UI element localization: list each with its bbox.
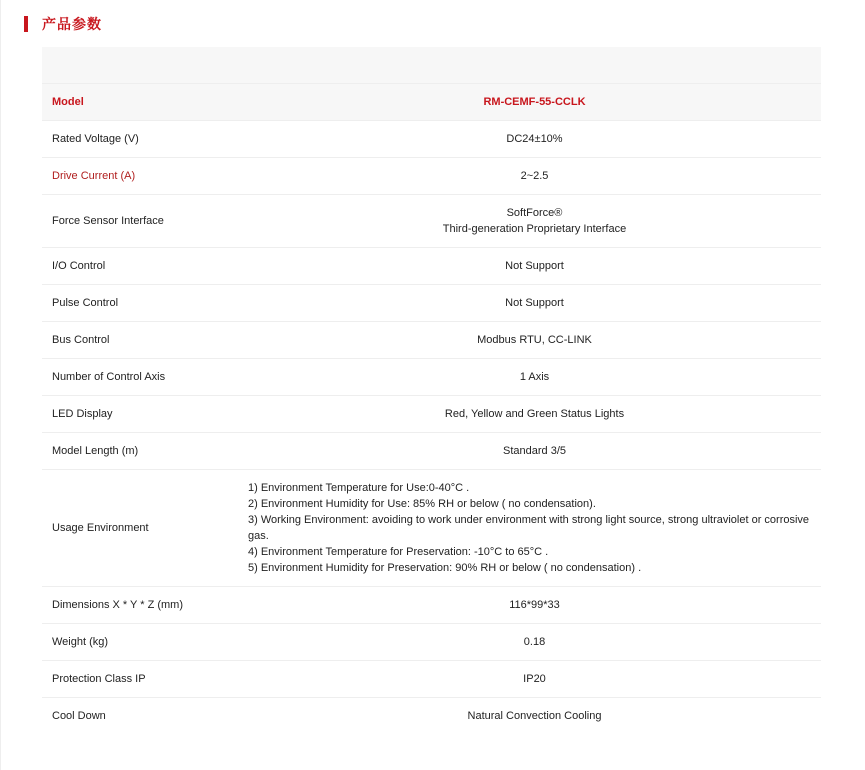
- spec-value: Red, Yellow and Green Status Lights: [248, 396, 821, 433]
- spec-value-line: 1) Environment Temperature for Use:0-40°C .: [248, 482, 470, 494]
- table-row: [42, 396, 821, 433]
- table-row: [42, 322, 821, 359]
- table-row: [42, 624, 821, 661]
- table-row: [42, 121, 821, 158]
- left-divider: [0, 0, 1, 770]
- spec-label: Bus Control: [42, 322, 248, 359]
- spec-label: Usage Environment: [42, 470, 248, 587]
- spec-value: [248, 195, 821, 248]
- spec-label: I/O Control: [42, 248, 248, 285]
- spec-label: Cool Down: [52, 710, 106, 722]
- spec-label: Weight (kg): [42, 624, 248, 661]
- spec-value: 2~2.5: [248, 158, 821, 195]
- model-label: Model: [42, 84, 248, 121]
- spec-label: Number of Control Axis: [42, 359, 248, 396]
- spec-value: 1 Axis: [248, 359, 821, 396]
- spec-value-line: Third-generation Proprietary Interface: [442, 223, 627, 235]
- spec-value-line: 5) Environment Humidity for Preservation: 90% RH or below ( no condensation) .: [248, 562, 642, 574]
- spec-value: 116*99*33: [248, 587, 821, 624]
- table-row: [42, 433, 821, 470]
- spec-value: IP20: [248, 661, 821, 698]
- spec-label: Dimensions X * Y * Z (mm): [42, 587, 248, 624]
- model-row: [42, 84, 821, 121]
- table-row: [42, 195, 821, 248]
- spec-value: [248, 470, 821, 587]
- table-row: [42, 661, 821, 698]
- spec-value: Natural Convection Cooling: [467, 710, 602, 722]
- table-row: [42, 158, 821, 195]
- spec-label: Force Sensor Interface: [42, 195, 248, 248]
- spec-value-line: 2) Environment Humidity for Use: 85% RH or below ( no condensation).: [248, 498, 596, 510]
- spec-value: Not Support: [248, 285, 821, 322]
- spec-value: Not Support: [248, 248, 821, 285]
- table-header-row: [42, 47, 821, 84]
- spec-value-line: 3) Working Environment: avoiding to work under environment with strong light source, strong ultraviolet or corrosive gas.: [248, 514, 810, 542]
- spec-label: Protection Class IP: [42, 661, 248, 698]
- table-row: [42, 285, 821, 322]
- spec-value: 0.18: [248, 624, 821, 661]
- section-header: [24, 15, 102, 33]
- table-row: [42, 587, 821, 624]
- spec-label: Model Length (m): [42, 433, 248, 470]
- spec-table: [42, 47, 821, 734]
- accent-bar: [24, 16, 28, 32]
- spec-value-line: SoftForce®: [506, 207, 563, 219]
- spec-label: Pulse Control: [42, 285, 248, 322]
- table-row: [42, 248, 821, 285]
- spec-label: Drive Current (A): [42, 158, 248, 195]
- spec-value: DC24±10%: [248, 121, 821, 158]
- table-row: [42, 359, 821, 396]
- spec-value: Standard 3/5: [248, 433, 821, 470]
- model-value: RM-CEMF-55-CCLK: [248, 84, 821, 121]
- table-row: [42, 698, 821, 735]
- spec-label: Rated Voltage (V): [42, 121, 248, 158]
- table-row: [42, 470, 821, 587]
- spec-label: LED Display: [42, 396, 248, 433]
- spec-value: Modbus RTU, CC-LINK: [248, 322, 821, 359]
- section-title: 产品参数: [42, 16, 102, 32]
- spec-value-line: 4) Environment Temperature for Preservation: -10°C to 65°C .: [248, 546, 549, 558]
